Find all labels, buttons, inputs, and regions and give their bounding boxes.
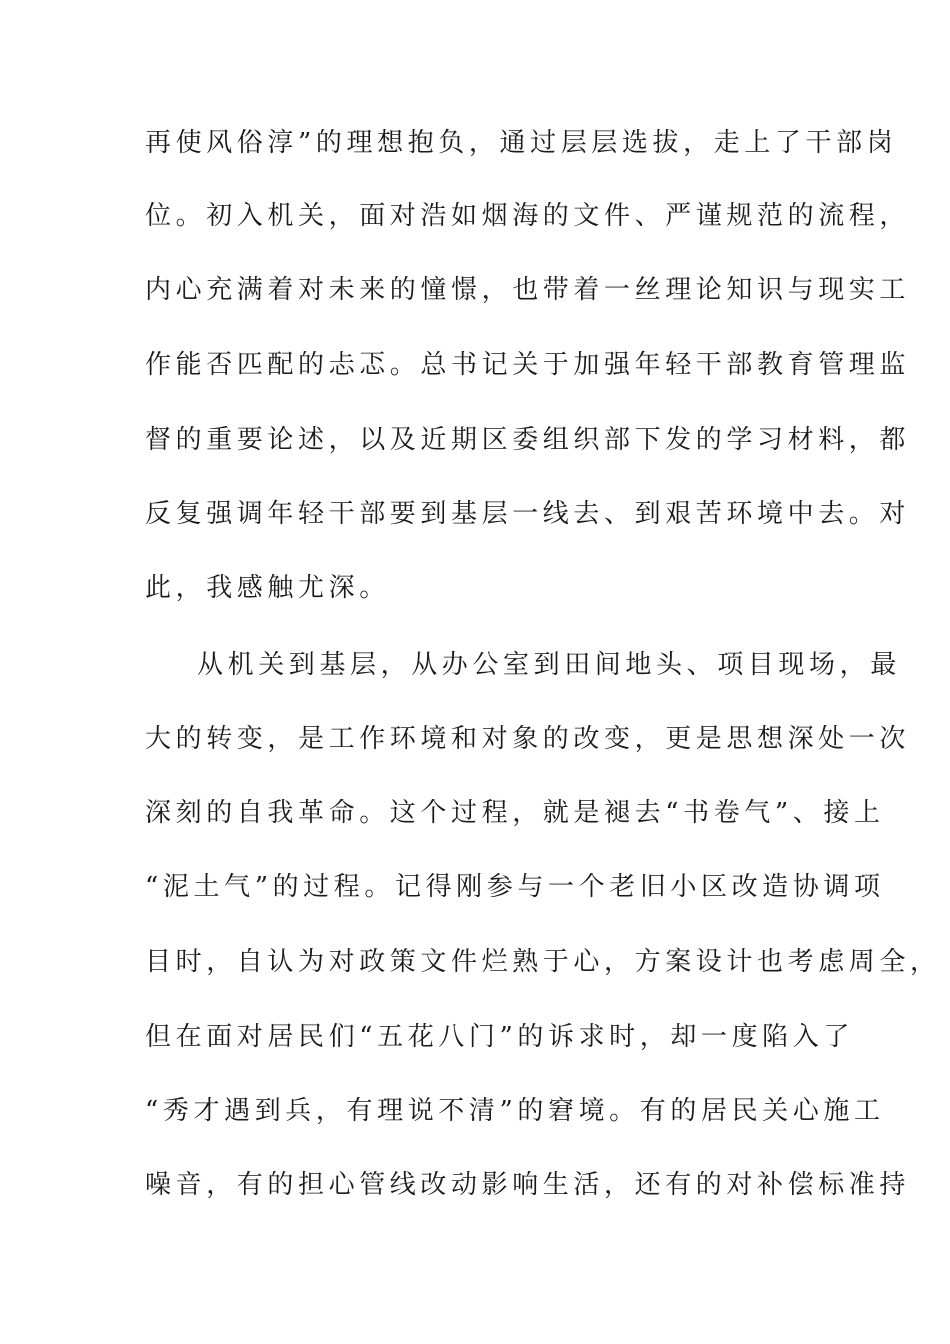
text-line: 督的重要论述，以及近期区委组织部下发的学习材料，都 xyxy=(145,425,911,455)
text-line: 但在面对居民们“五花八门”的诉求时，却一度陷入了 xyxy=(145,1022,854,1052)
text-line: “泥土气”的过程。记得刚参与一个老旧小区改造协调项 xyxy=(145,872,885,902)
text-line: 噪音，有的担心管线改动影响生活，还有的对补偿标准持 xyxy=(145,1170,911,1200)
text-line: 作能否匹配的忐忑。总书记关于加强年轻干部教育管理监 xyxy=(145,350,911,380)
text-line: 深刻的自我革命。这个过程，就是褪去“书卷气”、接上 xyxy=(145,798,885,828)
paragraph-first-line: 从机关到基层，从办公室到田间地头、项目现场，最 xyxy=(197,650,901,680)
text-line: 目时，自认为对政策文件烂熟于心，方案设计也考虑周全， xyxy=(145,947,941,977)
text-line: 此，我感触尤深。 xyxy=(145,573,390,603)
text-line: 反复强调年轻干部要到基层一线去、到艰苦环境中去。对 xyxy=(145,499,911,529)
text-line: 大的转变，是工作环境和对象的改变，更是思想深处一次 xyxy=(145,724,911,754)
text-line: “秀才遇到兵，有理说不清”的窘境。有的居民关心施工 xyxy=(145,1096,885,1126)
text-line: 再使风俗淳”的理想抱负，通过层层选拔，走上了干部岗 xyxy=(145,128,898,158)
text-line: 内心充满着对未来的憧憬，也带着一丝理论知识与现实工 xyxy=(145,275,911,305)
text-line: 位。初入机关，面对浩如烟海的文件、严谨规范的流程， xyxy=(145,201,911,231)
